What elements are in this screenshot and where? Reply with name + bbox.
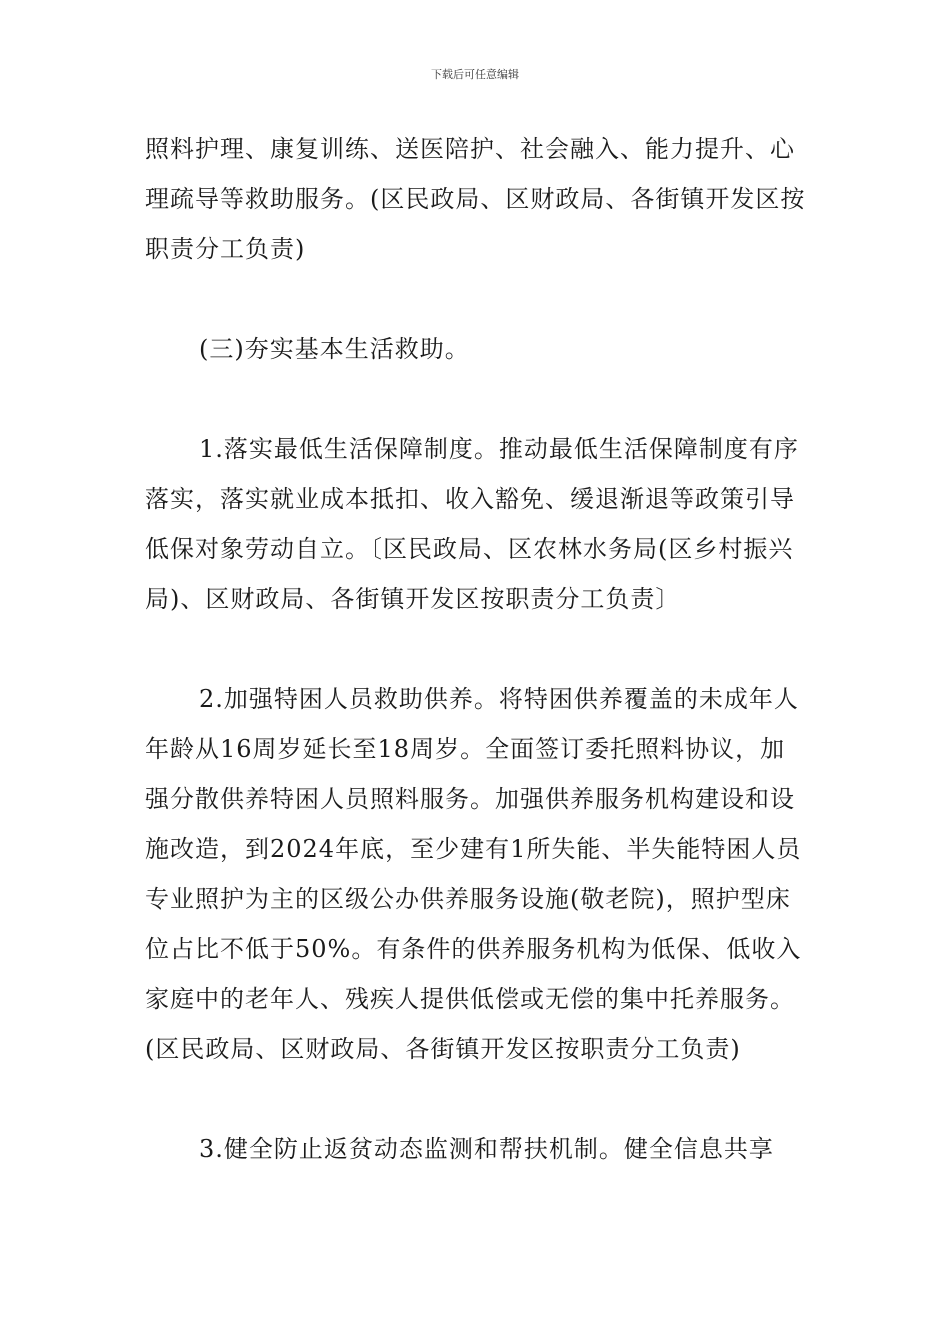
section-heading: (三)夯实基本生活救助。: [199, 335, 470, 363]
page-header: 下载后可任意编辑: [431, 68, 519, 81]
document-body: [145, 124, 810, 1174]
paragraph-item-1: 1.落实最低生活保障制度。推动最低生活保障制度有序落实，落实就业成本抵扣、收入豁免、缓退渐退等政策引导低保对象劳动自立。〔区民政局、区农林水务局(区乡村振兴局)、区财政局、各街镇开发区按职责分工负责〕: [145, 435, 799, 613]
paragraph-item-3: 3.健全防止返贫动态监测和帮扶机制。健全信息共享: [199, 1135, 774, 1163]
paragraph-item-2: 2.加强特困人员救助供养。将特困供养覆盖的未成年人年龄从16周岁延长至18周岁。全面签订委托照料协议，加强分散供养特困人员照料服务。加强供养服务机构建设和设施改造，到2024年底，至少建有1所失能、半失能特困人员专业照护为主的区级公办供养服务设施(敬老院)，照护型床位占比不低于50%。有条件的供养服务机构为低保、低收入家庭中的老年人、残疾人提供低偿或无偿的集中托养服务。(区民政局、区财政局、各街镇开发区按职责分工负责): [145, 685, 802, 1063]
paragraph-continuation: 照料护理、康复训练、送医陪护、社会融入、能力提升、心理疏导等救助服务。(区民政局、区财政局、各街镇开发区按职责分工负责): [145, 135, 806, 263]
